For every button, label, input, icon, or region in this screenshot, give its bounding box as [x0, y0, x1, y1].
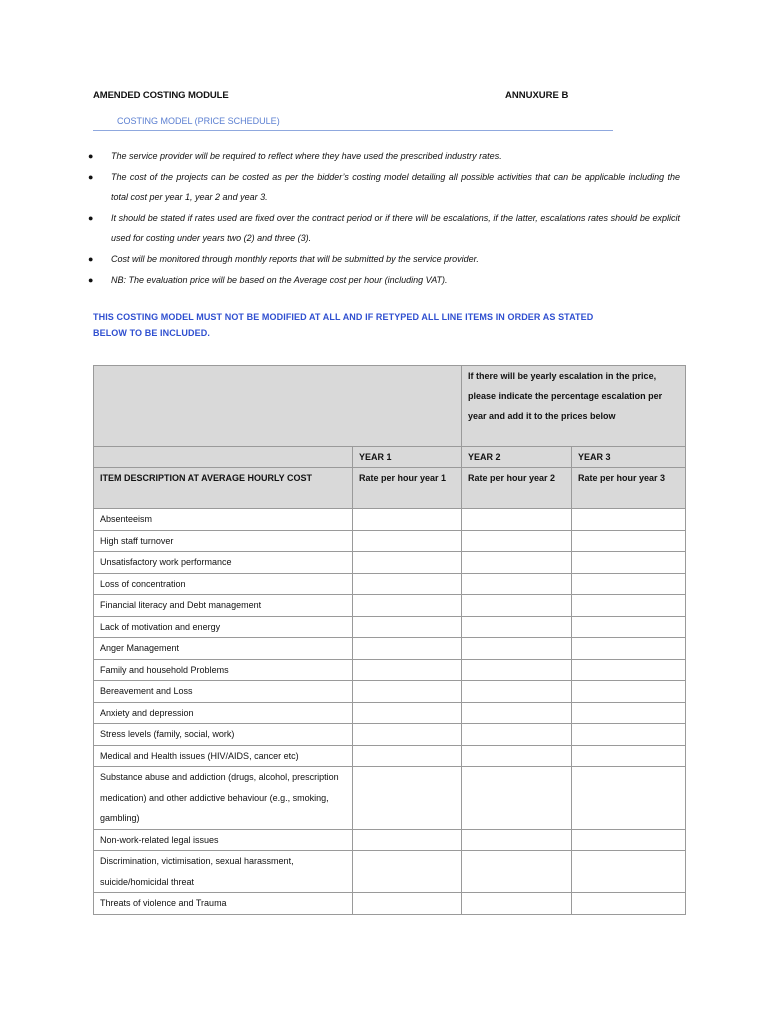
table-row	[94, 829, 686, 851]
item-description: Stress levels (family, social, work)	[94, 724, 353, 746]
item-description: High staff turnover	[94, 530, 353, 552]
rate-input-cell[interactable]	[462, 893, 572, 915]
shaded-header-cell	[94, 447, 353, 468]
bullet-icon: ●	[88, 151, 94, 161]
rate-input-cell[interactable]	[353, 595, 462, 617]
item-description: Absenteeism	[94, 509, 353, 531]
rate-input-cell[interactable]	[462, 702, 572, 724]
rate-input-cell[interactable]	[353, 530, 462, 552]
rate-input-cell[interactable]	[353, 767, 462, 830]
rate-input-cell[interactable]	[572, 659, 686, 681]
table-row	[94, 893, 686, 915]
rate-input-cell[interactable]	[462, 851, 572, 893]
rate-input-cell[interactable]	[353, 638, 462, 660]
rate-input-cell[interactable]	[572, 552, 686, 574]
rate-input-cell[interactable]	[353, 702, 462, 724]
item-description: Substance abuse and addiction (drugs, alcohol, prescription medication) and other addictive behaviour (e.g., smoking, gambling)	[94, 767, 353, 830]
rate-input-cell[interactable]	[353, 659, 462, 681]
item-description: Loss of concentration	[94, 573, 353, 595]
item-description: Threats of violence and Trauma	[94, 893, 353, 915]
rate-input-cell[interactable]	[572, 724, 686, 746]
instruction-item	[88, 249, 680, 269]
rate-input-cell[interactable]	[572, 851, 686, 893]
rate-input-cell[interactable]	[572, 595, 686, 617]
section-subtitle: COSTING MODEL (PRICE SCHEDULE)	[117, 116, 280, 126]
rate-input-cell[interactable]	[462, 616, 572, 638]
item-description: Discrimination, victimisation, sexual harassment, suicide/homicidal threat	[94, 851, 353, 893]
table-row	[94, 573, 686, 595]
table-row	[94, 851, 686, 893]
warning-notice: THIS COSTING MODEL MUST NOT BE MODIFIED AT ALL AND IF RETYPED ALL LINE ITEMS IN ORDER AS STATED BELOW TO BE INCLUDED.	[93, 312, 594, 338]
rate-input-cell[interactable]	[353, 509, 462, 531]
item-description: Bereavement and Loss	[94, 681, 353, 703]
document-title: AMENDED COSTING MODULE	[93, 90, 229, 101]
item-description: Financial literacy and Debt management	[94, 595, 353, 617]
table-row	[94, 509, 686, 531]
instruction-item	[88, 146, 680, 166]
annexure-label: ANNUXURE B	[505, 90, 569, 101]
column-header-row	[94, 468, 686, 509]
item-description-header: ITEM DESCRIPTION AT AVERAGE HOURLY COST	[94, 468, 353, 509]
rate-input-cell[interactable]	[572, 702, 686, 724]
item-description: Anxiety and depression	[94, 702, 353, 724]
rate-input-cell[interactable]	[572, 638, 686, 660]
rate-input-cell[interactable]	[572, 530, 686, 552]
bullet-icon: ●	[88, 213, 94, 223]
year-header-row	[94, 447, 686, 468]
table-row	[94, 681, 686, 703]
instruction-text: NB: The evaluation price will be based on the Average cost per hour (including VAT).	[111, 275, 448, 285]
instruction-item	[88, 167, 680, 207]
rate-input-cell[interactable]	[572, 509, 686, 531]
rate-input-cell[interactable]	[572, 829, 686, 851]
rate-header: Rate per hour year 1	[353, 468, 462, 509]
table-row	[94, 638, 686, 660]
instruction-text: The cost of the projects can be costed as per the bidder’s costing model detailing all possible activities that can be applicable including the total cost per year 1, year 2 and year 3.	[111, 172, 680, 202]
table-row	[94, 767, 686, 830]
year-header: YEAR 3	[572, 447, 686, 468]
table-row	[94, 552, 686, 574]
costing-table	[93, 365, 686, 915]
item-description: Unsatisfactory work performance	[94, 552, 353, 574]
rate-input-cell[interactable]	[353, 573, 462, 595]
item-description: Medical and Health issues (HIV/AIDS, cancer etc)	[94, 745, 353, 767]
rate-input-cell[interactable]	[353, 893, 462, 915]
rate-input-cell[interactable]	[462, 573, 572, 595]
rate-input-cell[interactable]	[572, 893, 686, 915]
instruction-text: The service provider will be required to reflect where they have used the prescribed industry rates.	[111, 151, 502, 161]
shaded-header-cell	[94, 366, 462, 447]
rate-input-cell[interactable]	[353, 681, 462, 703]
year-header: YEAR 1	[353, 447, 462, 468]
rate-input-cell[interactable]	[353, 851, 462, 893]
rate-input-cell[interactable]	[462, 745, 572, 767]
bullet-icon: ●	[88, 254, 94, 264]
table-row	[94, 724, 686, 746]
instruction-text: It should be stated if rates used are fixed over the contract period or if there will be escalations, if the latter, escalations rates should be explicit used for costing under years two (2) and three (3).	[111, 213, 680, 243]
rate-input-cell[interactable]	[462, 530, 572, 552]
table-row	[94, 595, 686, 617]
item-description: Lack of motivation and energy	[94, 616, 353, 638]
rate-input-cell[interactable]	[353, 616, 462, 638]
bullet-icon: ●	[88, 275, 94, 285]
rate-input-cell[interactable]	[572, 767, 686, 830]
rate-input-cell[interactable]	[353, 745, 462, 767]
table-row	[94, 702, 686, 724]
instruction-list	[88, 146, 680, 291]
table-row	[94, 530, 686, 552]
rate-input-cell[interactable]	[572, 616, 686, 638]
escalation-note: If there will be yearly escalation in the price, please indicate the percentage escalation per year and add it to the prices below	[462, 366, 686, 447]
year-header: YEAR 2	[462, 447, 572, 468]
rate-input-cell[interactable]	[462, 595, 572, 617]
rate-input-cell[interactable]	[353, 724, 462, 746]
bullet-icon: ●	[88, 172, 94, 182]
rate-input-cell[interactable]	[462, 829, 572, 851]
item-description: Anger Management	[94, 638, 353, 660]
rate-input-cell[interactable]	[462, 767, 572, 830]
rate-input-cell[interactable]	[572, 745, 686, 767]
subtitle-underline	[93, 130, 613, 131]
table-row	[94, 616, 686, 638]
rate-input-cell[interactable]	[353, 552, 462, 574]
rate-input-cell[interactable]	[462, 552, 572, 574]
table-row	[94, 745, 686, 767]
rate-input-cell[interactable]	[462, 509, 572, 531]
rate-header: Rate per hour year 3	[572, 468, 686, 509]
rate-input-cell[interactable]	[462, 638, 572, 660]
item-description: Non-work-related legal issues	[94, 829, 353, 851]
rate-input-cell[interactable]	[572, 681, 686, 703]
rate-input-cell[interactable]	[462, 659, 572, 681]
instruction-item	[88, 208, 680, 248]
rate-input-cell[interactable]	[462, 724, 572, 746]
instruction-text: Cost will be monitored through monthly reports that will be submitted by the service provider.	[111, 254, 479, 264]
table-row	[94, 659, 686, 681]
rate-input-cell[interactable]	[353, 829, 462, 851]
rate-input-cell[interactable]	[572, 573, 686, 595]
table-header-row	[94, 366, 686, 447]
instruction-item	[88, 270, 680, 290]
rate-input-cell[interactable]	[462, 681, 572, 703]
rate-header: Rate per hour year 2	[462, 468, 572, 509]
item-description: Family and household Problems	[94, 659, 353, 681]
